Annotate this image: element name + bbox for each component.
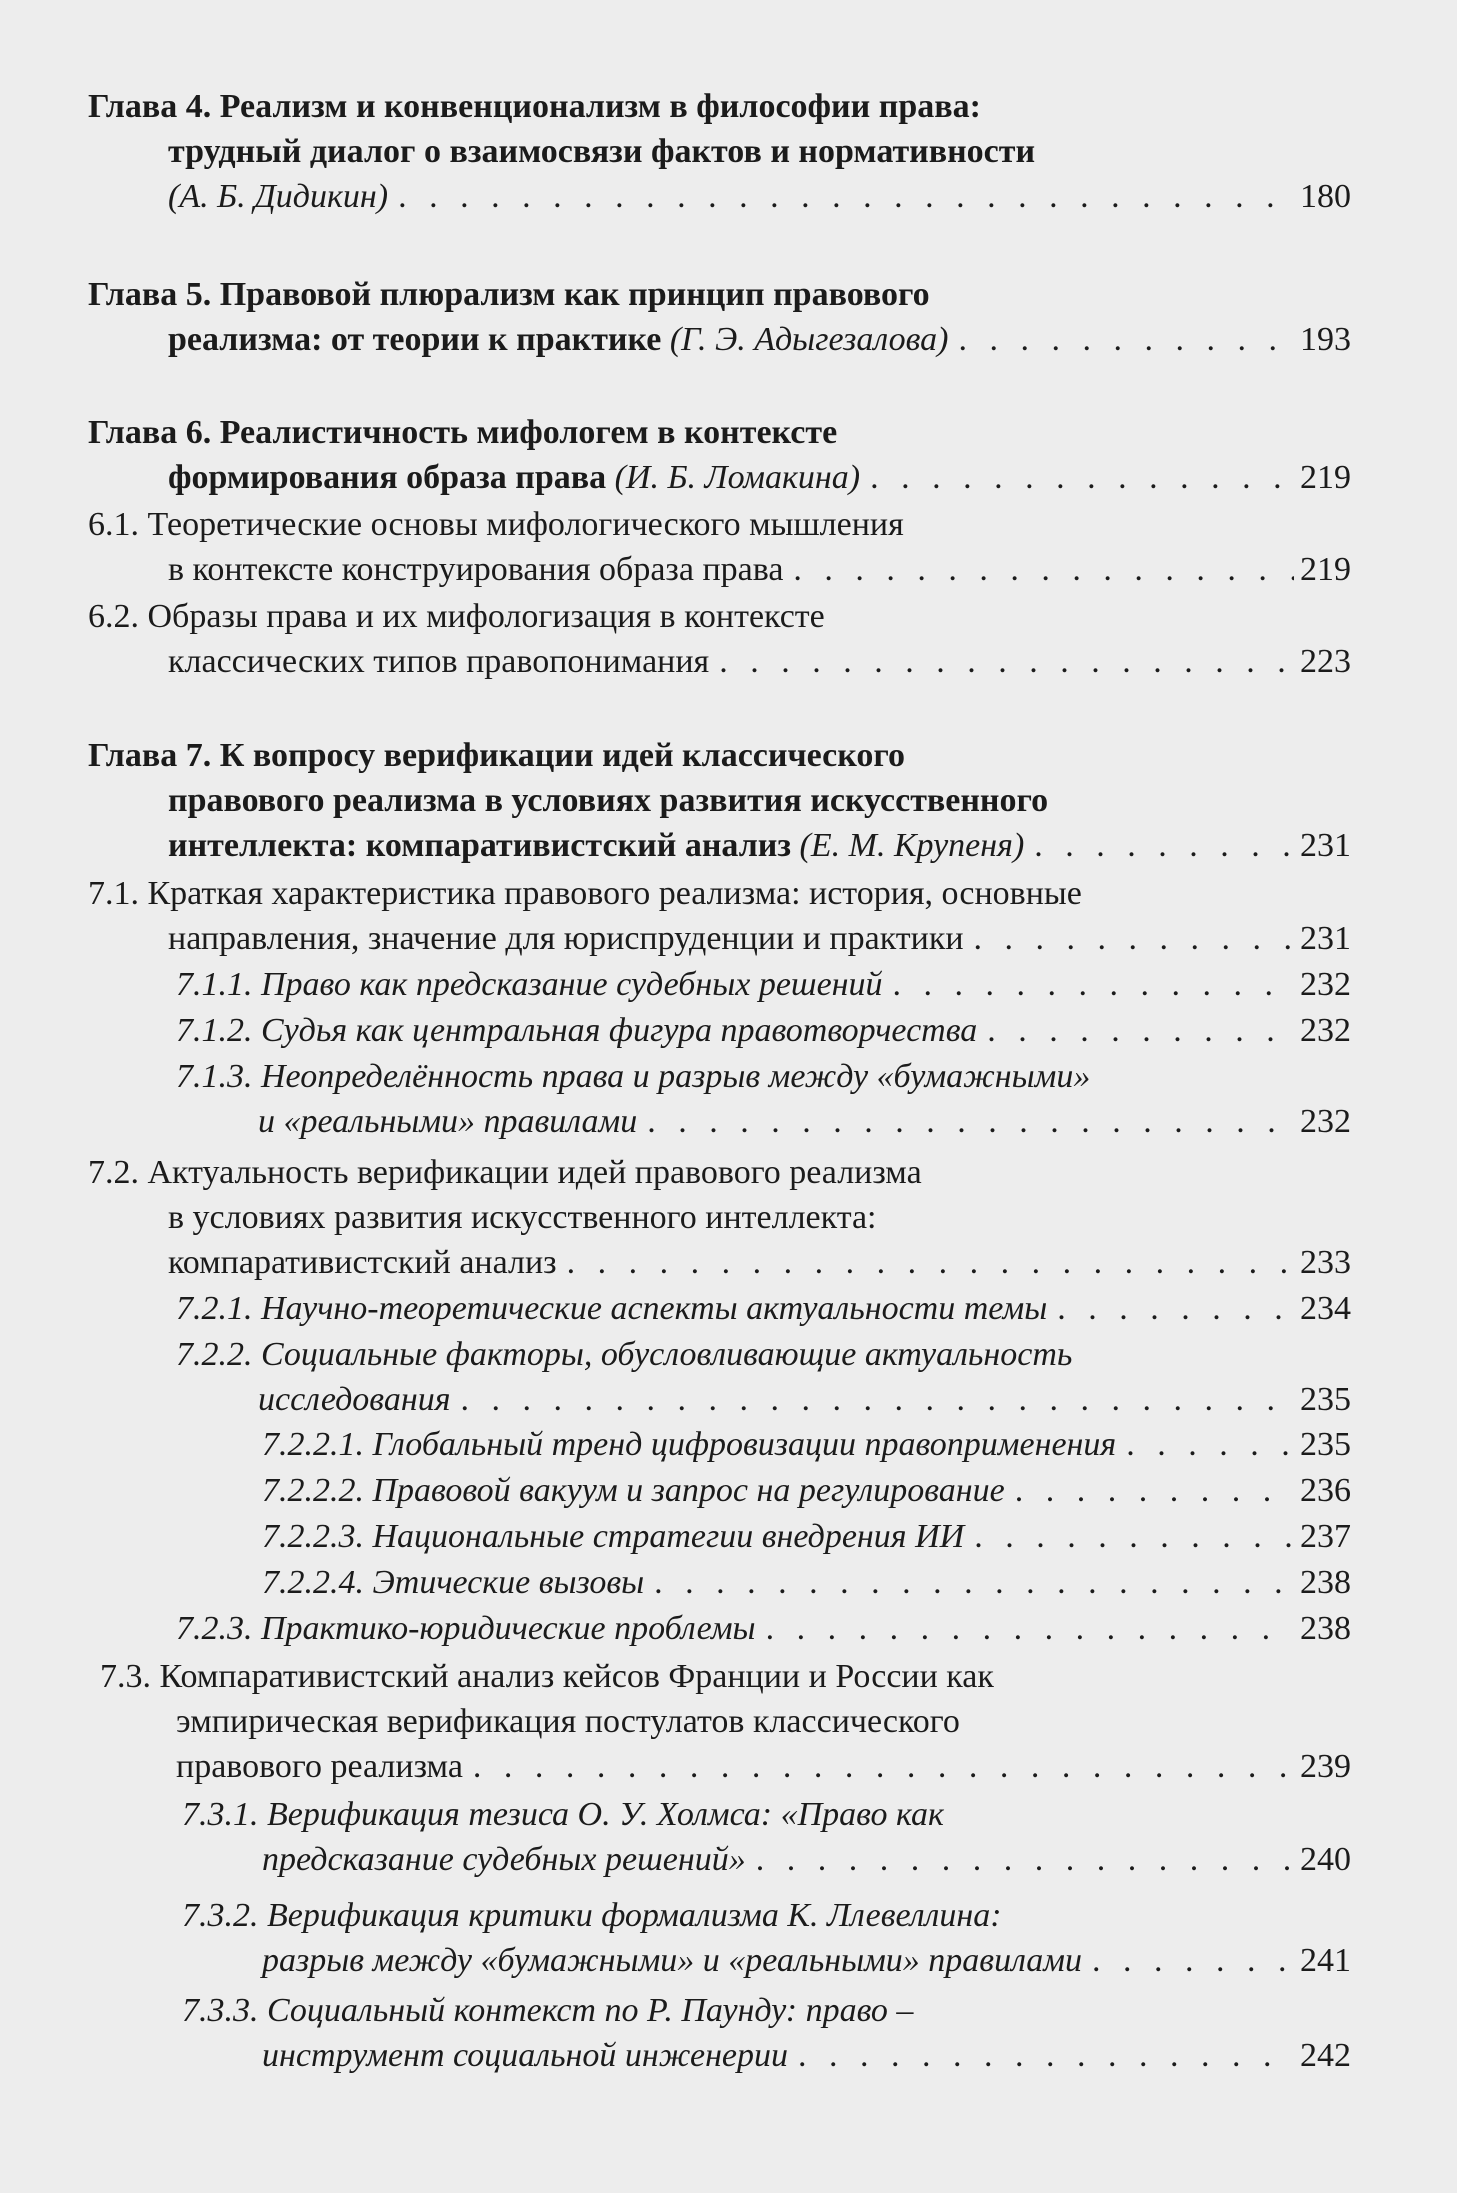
toc-page-number: 231 [1300, 827, 1351, 864]
toc-leader [974, 1516, 1294, 1558]
toc-entry-7-1-3-line2[interactable]: и «реальными» правилами . . . 232 [258, 1101, 1351, 1143]
toc-page-number: 219 [1300, 459, 1351, 496]
toc-entry-6-1-line1: 6.1. Теоретические основы мифологического мышления [88, 506, 904, 543]
toc-entry-ch5-line1: Глава 5. Правовой плюрализм как принцип правового [88, 276, 930, 313]
toc-leader [870, 457, 1294, 499]
toc-page-number: 236 [1300, 1472, 1351, 1509]
toc-leader [893, 964, 1294, 1006]
toc-entry-7-1-2[interactable]: 7.1.2. Судья как центральная фигура правотворчества . . . 232 [176, 1010, 1351, 1052]
toc-entry-7-3-2-line2[interactable]: разрыв между «бумажными» и «реальными» правилами . . . 241 [262, 1940, 1351, 1982]
toc-leader [798, 2035, 1294, 2077]
toc-leader [987, 1010, 1294, 1052]
toc-page-number: 232 [1300, 1012, 1351, 1049]
toc-entry-7-2-2-1[interactable]: 7.2.2.1. Глобальный тренд цифровизации правоприменения . . . 235 [262, 1424, 1351, 1466]
toc-leader [719, 641, 1294, 683]
toc-page-number: 238 [1300, 1610, 1351, 1647]
toc-page-number: 238 [1300, 1564, 1351, 1601]
toc-page-number: 231 [1300, 920, 1351, 957]
toc-leader [647, 1101, 1294, 1143]
toc-author: (Г. Э. Адыгезалова) [669, 321, 949, 358]
toc-author: (И. Б. Ломакина) [614, 459, 861, 496]
toc-leader [756, 1839, 1294, 1881]
toc-entry-7-3-3-line2[interactable]: инструмент социальной инженерии . . . 242 [262, 2035, 1351, 2077]
toc-entry-7-1-3-line1: 7.1.3. Неопределённость права и разрыв между «бумажными» [176, 1058, 1091, 1095]
toc-entry-ch4-line1: Глава 4. Реализм и конвенционализм в философии права: [88, 88, 981, 125]
toc-leader [1057, 1288, 1294, 1330]
toc-entry-ch7-line2: правового реализма в условиях развития искусственного [168, 782, 1049, 819]
toc-entry-7-3-line1: 7.3. Компаративистский анализ кейсов Франции и России как [100, 1658, 994, 1695]
toc-entry-ch6-line2[interactable]: формирования образа права (И. Б. Ломакина) . . . 219 [168, 457, 1351, 499]
toc-page-number: 232 [1300, 966, 1351, 1003]
toc-entry-ch4-line3[interactable] [168, 176, 1351, 218]
toc-entry-7-1-1[interactable]: 7.1.1. Право как предсказание судебных решений . . . 232 [176, 964, 1351, 1006]
toc-page-number: 242 [1300, 2037, 1351, 2074]
toc-leader [461, 1379, 1295, 1421]
toc-leader [1092, 1940, 1294, 1982]
toc-leader [398, 176, 1294, 218]
toc-leader [1126, 1424, 1294, 1466]
toc-entry-7-3-line2: эмпирическая верификация постулатов классического [176, 1703, 960, 1740]
toc-leader [1015, 1470, 1294, 1512]
toc-entry-7-1-line1: 7.1. Краткая характеристика правового реализма: история, основные [88, 875, 1082, 912]
toc-page-number: 237 [1300, 1518, 1351, 1555]
toc-page-number: 219 [1300, 551, 1351, 588]
toc-page-number: 241 [1300, 1942, 1351, 1979]
toc-leader [473, 1746, 1294, 1788]
toc-page-number: 180 [1300, 178, 1351, 215]
toc-page-number: 233 [1300, 1244, 1351, 1281]
toc-entry-ch4-line2: трудный диалог о взаимосвязи фактов и нормативности [168, 133, 1036, 170]
toc-entry-7-3-3-line1: 7.3.3. Социальный контекст по Р. Паунду: право – [182, 1992, 914, 2029]
toc-leader [766, 1608, 1294, 1650]
toc-page-number: 235 [1300, 1381, 1351, 1418]
toc-author: (Е. М. Крупеня) [799, 827, 1025, 864]
toc-entry-ch7-line3[interactable]: интеллекта: компаративистский анализ (Е. М. Крупеня) . . . 231 [168, 825, 1351, 867]
toc-entry-ch7-line1: Глава 7. К вопросу верификации идей классического [88, 737, 905, 774]
toc-entry-7-2-2-2[interactable]: 7.2.2.2. Правовой вакуум и запрос на регулирование . . . 236 [262, 1470, 1351, 1512]
toc-leader [1034, 825, 1294, 867]
toc-entry-ch5-line2[interactable]: реализма: от теории к практике (Г. Э. Адыгезалова) . . . 193 [168, 319, 1351, 361]
toc-entry-7-2-3[interactable]: 7.2.3. Практико-юридические проблемы . . . 238 [176, 1608, 1351, 1650]
toc-entry-7-2-1[interactable]: 7.2.1. Научно-теоретические аспекты актуальности темы . . . 234 [176, 1288, 1351, 1330]
toc-page-number: 239 [1300, 1748, 1351, 1785]
toc-entry-ch6-line1: Глава 6. Реалистичность мифологем в контексте [88, 414, 838, 451]
toc-page-number: 234 [1300, 1290, 1351, 1327]
toc-entry-7-3-1-line2[interactable]: предсказание судебных решений» . . . 240 [262, 1839, 1351, 1881]
toc-leader [654, 1562, 1294, 1604]
toc-leader [974, 918, 1294, 960]
toc-entry-7-2-2-line2[interactable]: исследования . . . 235 [258, 1379, 1351, 1421]
toc-entry-7-3-1-line1: 7.3.1. Верификация тезиса О. У. Холмса: «Право как [182, 1796, 944, 1833]
toc-leader [958, 319, 1294, 361]
toc-entry-6-2-line1: 6.2. Образы права и их мифологизация в контексте [88, 598, 825, 635]
toc-page-number: 235 [1300, 1426, 1351, 1463]
toc-entry-6-1-line2[interactable]: в контексте конструирования образа права . . . 219 [168, 549, 1351, 591]
toc-entry-7-3-line3[interactable]: правового реализма . . . 239 [176, 1746, 1351, 1788]
toc-leader [793, 549, 1294, 591]
toc-page-number: 232 [1300, 1103, 1351, 1140]
toc-entry-6-2-line2[interactable]: классических типов правопонимания . . . 223 [168, 641, 1351, 683]
toc-entry-7-2-2-line1: 7.2.2. Социальные факторы, обусловливающие актуальность [176, 1336, 1073, 1373]
toc-entry-7-2-line2: в условиях развития искусственного интеллекта: [168, 1199, 877, 1236]
toc-entry-7-2-line1: 7.2. Актуальность верификации идей правового реализма [88, 1154, 922, 1191]
toc-entry-7-2-line3[interactable]: компаративистский анализ . . . 233 [168, 1242, 1351, 1284]
toc-entry-7-3-2-line1: 7.3.2. Верификация критики формализма К. Ллевеллина: [182, 1897, 1002, 1934]
toc-page-number: 193 [1300, 321, 1351, 358]
toc-entry-7-1-line2[interactable]: направления, значение для юриспруденции и практики . . . 231 [168, 918, 1351, 960]
toc-entry-7-2-2-4[interactable]: 7.2.2.4. Этические вызовы . . . 238 [262, 1562, 1351, 1604]
toc-leader [567, 1242, 1294, 1284]
toc-author: (А. Б. Дидикин) [168, 178, 389, 215]
toc-page-number: 240 [1300, 1841, 1351, 1878]
toc-page-number: 223 [1300, 643, 1351, 680]
toc-entry-7-2-2-3[interactable]: 7.2.2.3. Национальные стратегии внедрения ИИ . . . 237 [262, 1516, 1351, 1558]
